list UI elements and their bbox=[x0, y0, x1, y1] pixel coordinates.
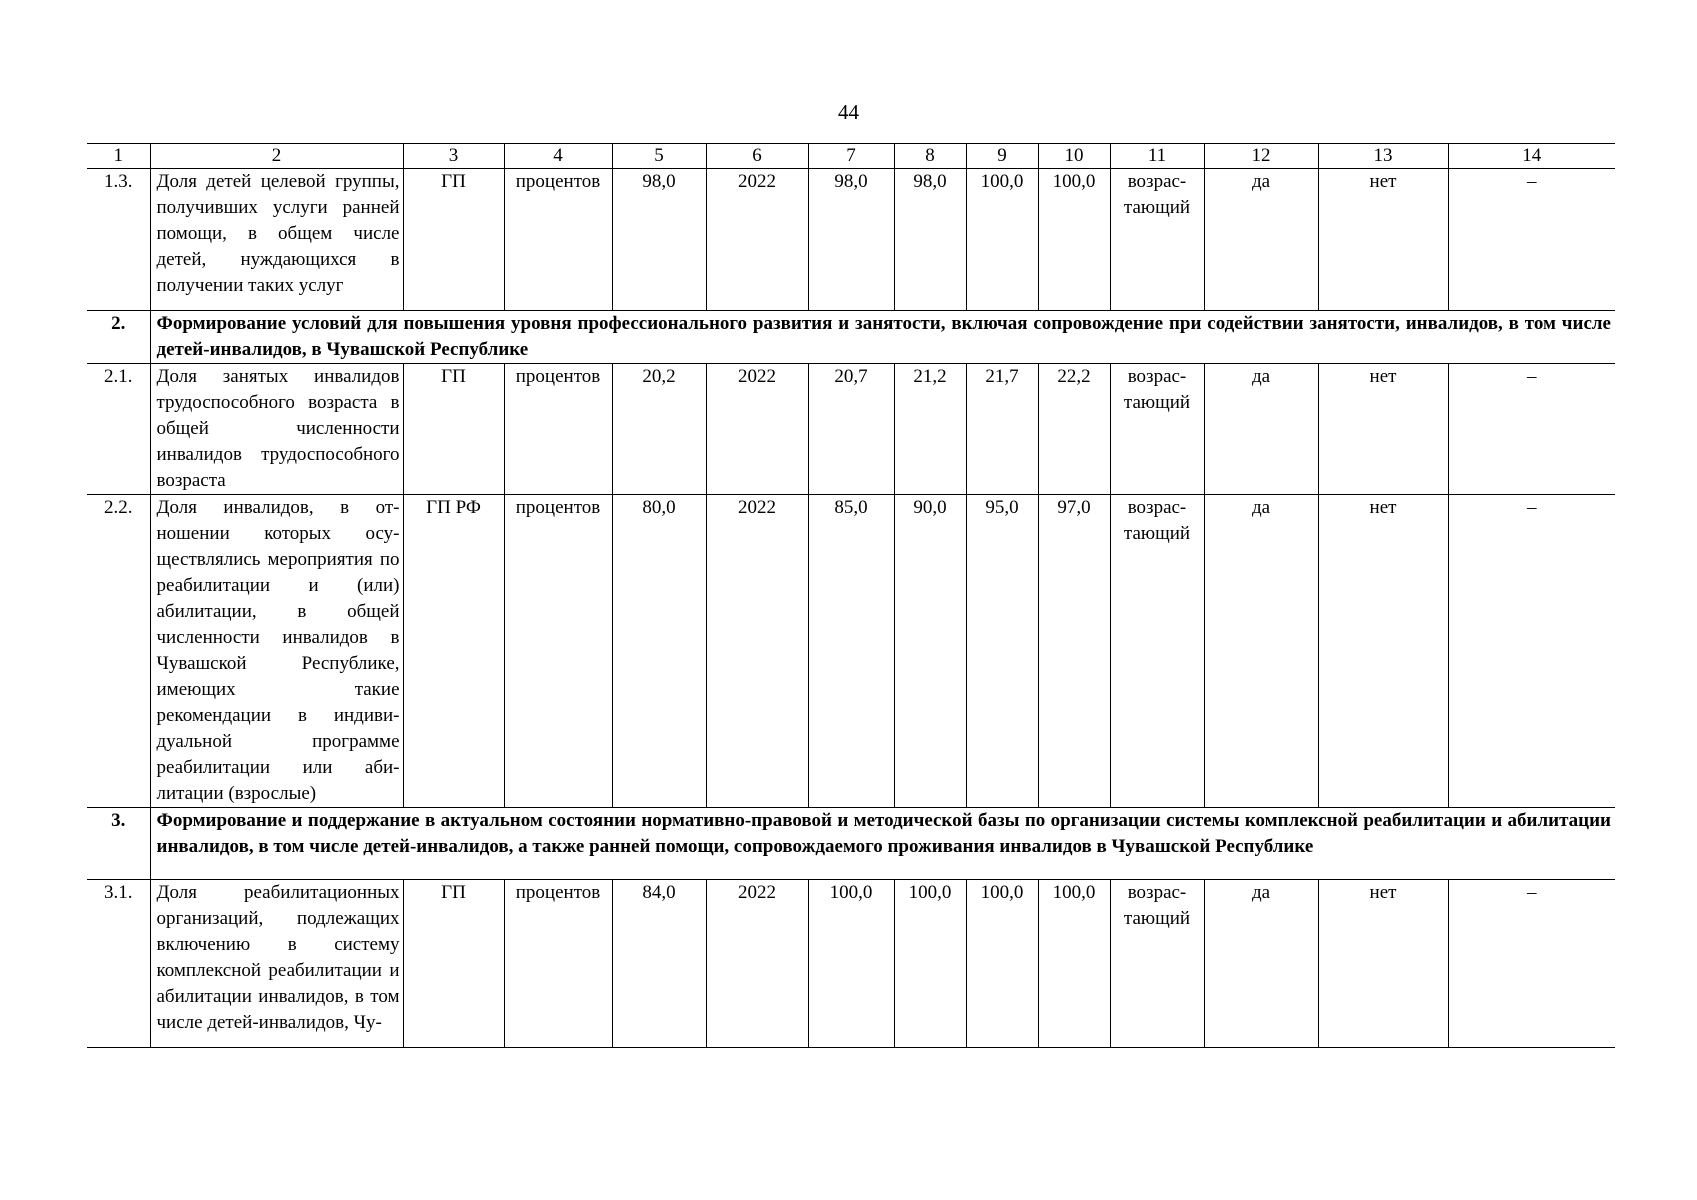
col13-cell: нет bbox=[1318, 495, 1448, 808]
source-cell: ГП bbox=[403, 169, 504, 311]
unit-cell: процентов bbox=[504, 495, 612, 808]
column-number-8: 8 bbox=[894, 144, 966, 169]
column-number-10: 10 bbox=[1038, 144, 1110, 169]
section-row bbox=[87, 808, 1615, 880]
base-value-cell: 80,0 bbox=[612, 495, 706, 808]
base-year-cell: 2022 bbox=[706, 364, 808, 495]
col13-cell: нет bbox=[1318, 169, 1448, 311]
value-cell: 85,0 bbox=[808, 495, 894, 808]
section-number: 2. bbox=[87, 311, 150, 364]
value-cell: 100,0 bbox=[966, 880, 1038, 1048]
row-number: 3.1. bbox=[87, 880, 150, 1048]
section-row bbox=[87, 311, 1615, 364]
indicator-name: Доля детей целевой группы, получивших услуги ранней помощи, в общем числе детей, нуждающихся в получении таких услуг bbox=[150, 169, 403, 311]
trend-cell: возрас-тающий bbox=[1110, 169, 1204, 311]
section-title: Формирование и поддержание в актуальном состоянии нормативно-правовой и методической базы по организации системы комплексной реабилитации и абилитации инвалидов, в том числе детей-инвалидов, а также ранней помощи, сопровождаемого проживания инвалидов в Чувашской Республике bbox=[150, 808, 1615, 880]
value-cell: 100,0 bbox=[966, 169, 1038, 311]
base-value-cell: 98,0 bbox=[612, 169, 706, 311]
table-row bbox=[87, 495, 1615, 808]
trend-cell: возрас-тающий bbox=[1110, 495, 1204, 808]
column-number-11: 11 bbox=[1110, 144, 1204, 169]
row-number: 1.3. bbox=[87, 169, 150, 311]
column-number-13: 13 bbox=[1318, 144, 1448, 169]
indicators-table bbox=[87, 143, 1615, 1048]
base-year-cell: 2022 bbox=[706, 495, 808, 808]
table-row bbox=[87, 169, 1615, 311]
trend-cell: возрас-тающий bbox=[1110, 880, 1204, 1048]
column-number-1: 1 bbox=[87, 144, 150, 169]
col14-cell: – bbox=[1448, 880, 1615, 1048]
unit-cell: процентов bbox=[504, 364, 612, 495]
column-number-14: 14 bbox=[1448, 144, 1615, 169]
value-cell: 98,0 bbox=[894, 169, 966, 311]
column-number-3: 3 bbox=[403, 144, 504, 169]
col12-cell: да bbox=[1204, 880, 1318, 1048]
value-cell: 20,7 bbox=[808, 364, 894, 495]
table-row bbox=[87, 880, 1615, 1048]
column-number-5: 5 bbox=[612, 144, 706, 169]
value-cell: 100,0 bbox=[1038, 880, 1110, 1048]
row-number: 2.2. bbox=[87, 495, 150, 808]
indicator-name: Доля инвалидов, в отношении которых осуществлялись мероприятия по реабилитации и (или) абилитации, в общей численности инвалидов в Чувашской Республике, имеющих такие рекомендации в индивидуальной программе реабилитации или абилитации (взрослые) bbox=[150, 495, 403, 808]
trend-cell: возрас-тающий bbox=[1110, 364, 1204, 495]
column-number-6: 6 bbox=[706, 144, 808, 169]
value-cell: 100,0 bbox=[1038, 169, 1110, 311]
section-number: 3. bbox=[87, 808, 150, 880]
base-year-cell: 2022 bbox=[706, 880, 808, 1048]
col12-cell: да bbox=[1204, 364, 1318, 495]
page-number: 44 bbox=[838, 100, 859, 124]
col14-cell: – bbox=[1448, 495, 1615, 808]
base-value-cell: 20,2 bbox=[612, 364, 706, 495]
source-cell: ГП bbox=[403, 880, 504, 1048]
value-cell: 100,0 bbox=[808, 880, 894, 1048]
col14-cell: – bbox=[1448, 169, 1615, 311]
col12-cell: да bbox=[1204, 495, 1318, 808]
value-cell: 22,2 bbox=[1038, 364, 1110, 495]
base-year-cell: 2022 bbox=[706, 169, 808, 311]
value-cell: 95,0 bbox=[966, 495, 1038, 808]
source-cell: ГП РФ bbox=[403, 495, 504, 808]
column-number-7: 7 bbox=[808, 144, 894, 169]
value-cell: 98,0 bbox=[808, 169, 894, 311]
unit-cell: процентов bbox=[504, 880, 612, 1048]
column-number-9: 9 bbox=[966, 144, 1038, 169]
indicator-name: Доля занятых инвалидов трудоспособного возраста в общей численности инвалидов трудоспособного возраста bbox=[150, 364, 403, 495]
value-cell: 90,0 bbox=[894, 495, 966, 808]
value-cell: 100,0 bbox=[894, 880, 966, 1048]
row-number: 2.1. bbox=[87, 364, 150, 495]
col12-cell: да bbox=[1204, 169, 1318, 311]
column-number-12: 12 bbox=[1204, 144, 1318, 169]
source-cell: ГП bbox=[403, 364, 504, 495]
col13-cell: нет bbox=[1318, 880, 1448, 1048]
section-title: Формирование условий для повышения уровня профессионального развития и занятости, включая сопровождение при содействии занятости, инвалидов, в том числе детей-инвалидов, в Чувашской Республике bbox=[150, 311, 1615, 364]
value-cell: 97,0 bbox=[1038, 495, 1110, 808]
col13-cell: нет bbox=[1318, 364, 1448, 495]
column-number-2: 2 bbox=[150, 144, 403, 169]
table-header-row bbox=[87, 144, 1615, 169]
table-row bbox=[87, 364, 1615, 495]
col14-cell: – bbox=[1448, 364, 1615, 495]
value-cell: 21,2 bbox=[894, 364, 966, 495]
unit-cell: процентов bbox=[504, 169, 612, 311]
base-value-cell: 84,0 bbox=[612, 880, 706, 1048]
column-number-4: 4 bbox=[504, 144, 612, 169]
indicator-name: Доля реабилитационных организаций, подлежащих включению в систему комплексной реабилитации и абилитации инвалидов, в том числе детей-инвалидов, Чу- bbox=[150, 880, 403, 1048]
value-cell: 21,7 bbox=[966, 364, 1038, 495]
